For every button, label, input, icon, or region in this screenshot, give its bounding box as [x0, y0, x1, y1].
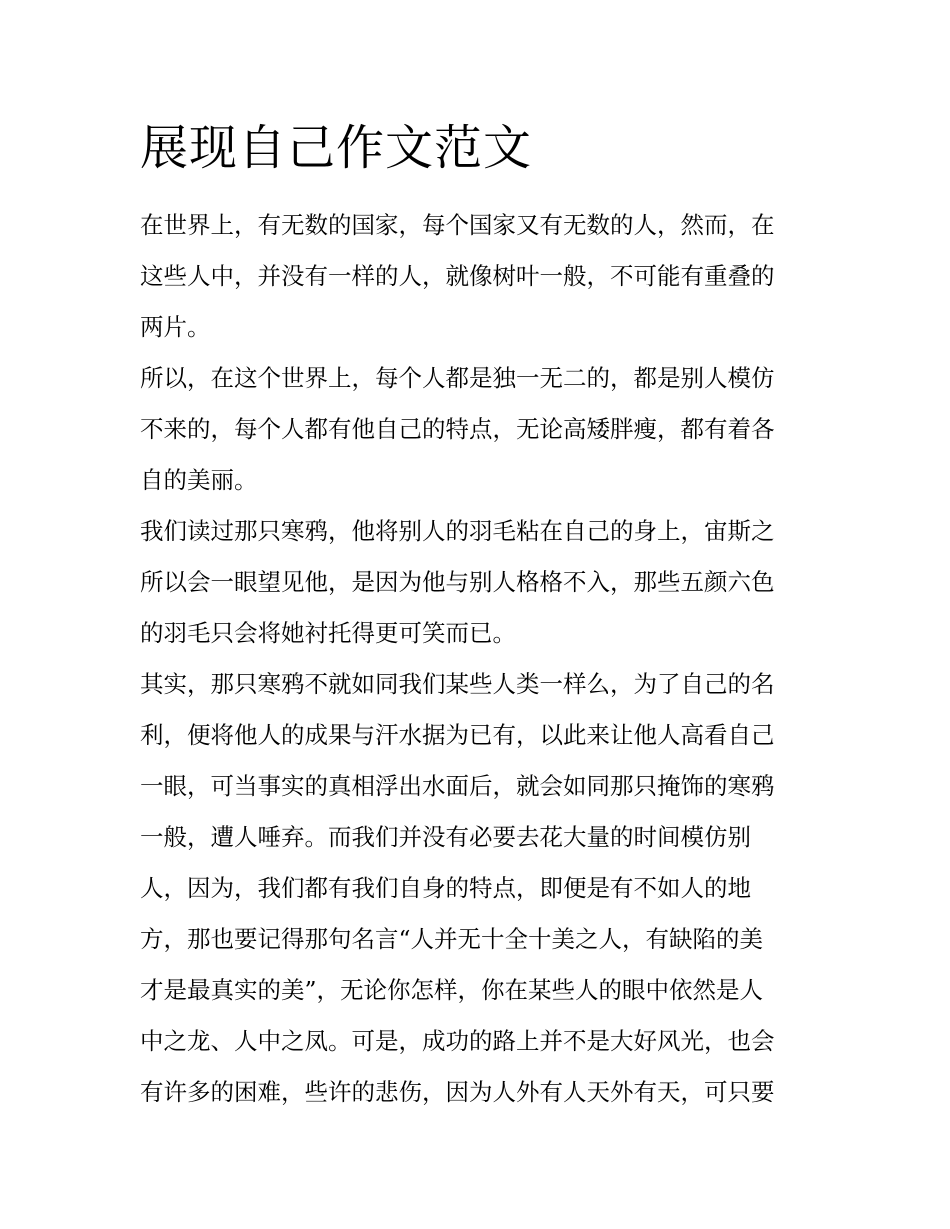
text-line: 我们读过那只寒鸦，他将别人的羽毛粘在自己的身上，宙斯之	[140, 517, 775, 545]
text-line: 不来的，每个人都有他自己的特点，无论高矮胖瘦，都有着各	[140, 415, 775, 443]
text-line: 中之龙、人中之凤。可是，成功的路上并不是大好风光，也会	[140, 1027, 775, 1055]
document-title: 展现自己作文范文	[140, 120, 533, 176]
text-line: 两片。	[140, 313, 211, 341]
document-body	[140, 200, 820, 1118]
text-line: 人，因为，我们都有我们自身的特点，即便是有不如人的地	[140, 874, 751, 902]
paragraph-2	[140, 353, 820, 506]
paragraph-3	[140, 506, 820, 659]
text-line: 方，那也要记得那句名言“人并无十全十美之人，有缺陷的美	[140, 925, 764, 953]
text-line: 才是最真实的美”，无论你怎样，你在某些人的眼中依然是人	[140, 976, 764, 1004]
text-line: 一眼，可当事实的真相浮出水面后，就会如同那只掩饰的寒鸦	[140, 772, 775, 800]
text-line: 利，便将他人的成果与汗水据为已有，以此来让他人高看自己	[140, 721, 775, 749]
paragraph-1	[140, 200, 820, 353]
text-line: 的羽毛只会将她衬托得更可笑而已。	[140, 619, 516, 647]
text-line: 所以会一眼望见他，是因为他与别人格格不入，那些五颜六色	[140, 568, 775, 596]
text-line: 其实，那只寒鸦不就如同我们某些人类一样么，为了自己的名	[140, 670, 775, 698]
document-page	[140, 0, 820, 1229]
text-line: 这些人中，并没有一样的人，就像树叶一般，不可能有重叠的	[140, 262, 775, 290]
text-line: 所以，在这个世界上，每个人都是独一无二的，都是别人模仿	[140, 364, 775, 392]
text-line: 在世界上，有无数的国家，每个国家又有无数的人，然而，在	[140, 211, 775, 239]
text-line: 一般，遭人唾弃。而我们并没有必要去花大量的时间模仿别	[140, 823, 751, 851]
text-line: 自的美丽。	[140, 466, 258, 494]
paragraph-4	[140, 659, 820, 1118]
text-line: 有许多的困难，些许的悲伤，因为人外有人天外有天，可只要	[140, 1078, 775, 1106]
